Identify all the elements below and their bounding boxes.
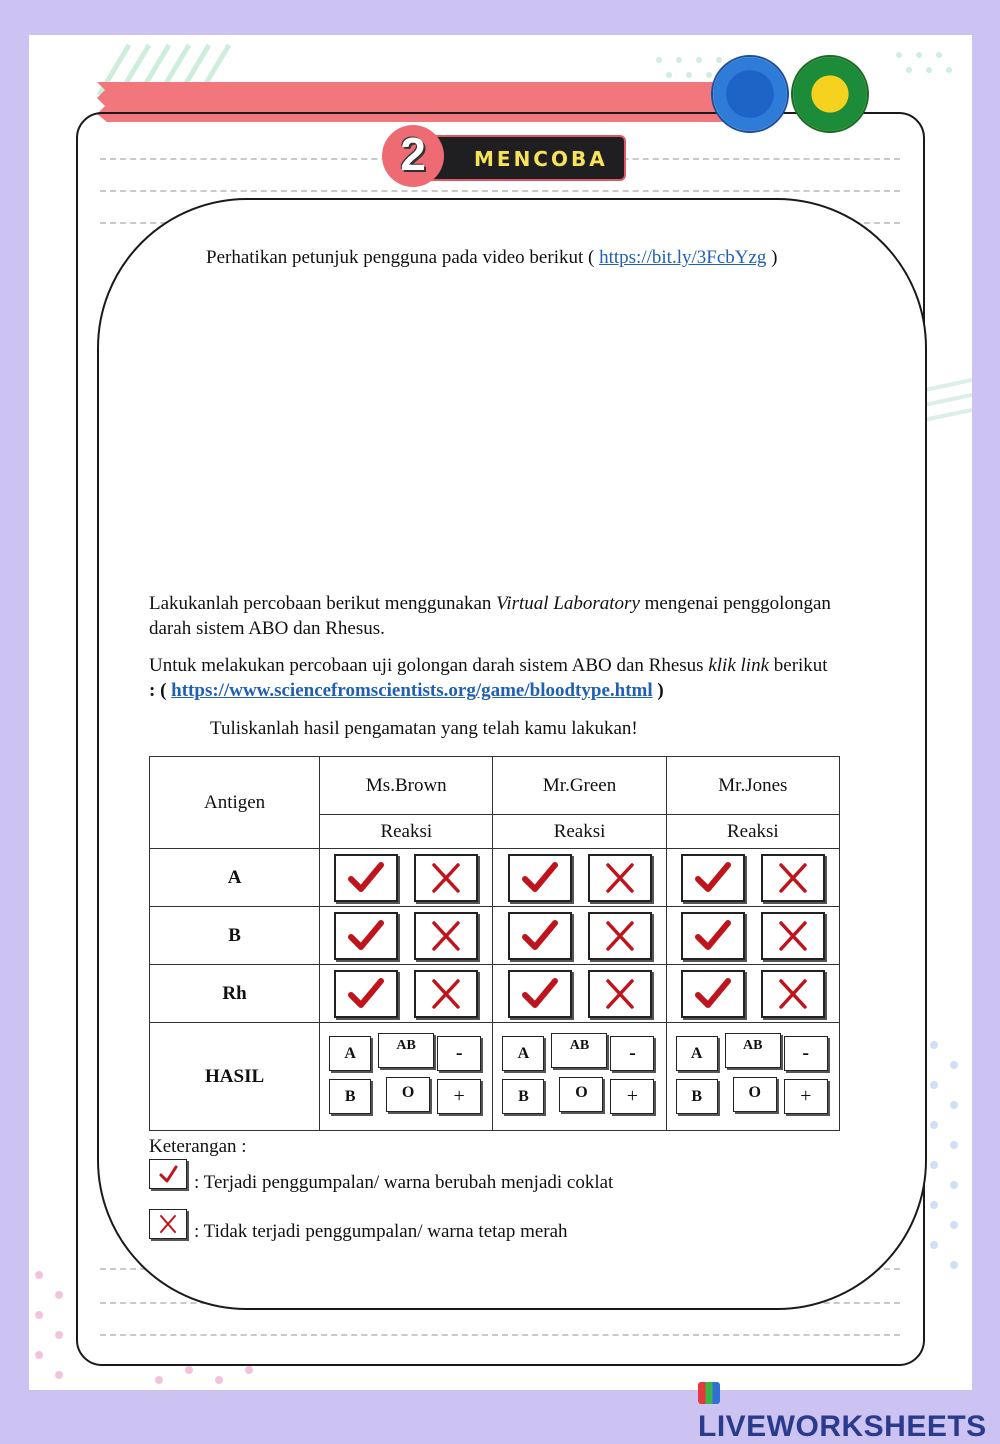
- reaction-cell: [493, 965, 666, 1023]
- liveworksheets-icon: [698, 1382, 720, 1404]
- cross-option[interactable]: [414, 854, 478, 902]
- cross-option[interactable]: [761, 912, 825, 960]
- blood-type-option-o[interactable]: O: [559, 1077, 603, 1112]
- cross-icon: [428, 978, 464, 1010]
- rhesus-option-positive[interactable]: +: [784, 1079, 828, 1114]
- check-option[interactable]: [681, 854, 745, 902]
- reaction-header: Reaksi: [493, 815, 666, 849]
- check-icon: [522, 920, 558, 952]
- table-row: [150, 965, 840, 1023]
- cross-icon: [775, 862, 811, 894]
- video-link[interactable]: https://bit.ly/3FcbYzg: [599, 247, 767, 268]
- p2-italic: klik link: [708, 655, 770, 676]
- check-icon: [695, 862, 731, 894]
- check-icon: [695, 920, 731, 952]
- check-icon: [348, 862, 384, 894]
- p1-text-end: mengenai penggolongan: [639, 593, 831, 614]
- rhesus-option-positive[interactable]: +: [610, 1079, 654, 1114]
- video-embed-area[interactable]: [150, 285, 870, 575]
- cross-option[interactable]: [761, 854, 825, 902]
- paragraph-link: [149, 653, 828, 703]
- cross-option[interactable]: [414, 912, 478, 960]
- cross-option[interactable]: [414, 970, 478, 1018]
- check-option[interactable]: [334, 970, 398, 1018]
- cross-option[interactable]: [588, 970, 652, 1018]
- step-number: 2: [400, 128, 426, 180]
- step-badge: [382, 125, 626, 187]
- divider: [100, 1334, 900, 1336]
- check-option[interactable]: [508, 912, 572, 960]
- result-cell: [493, 1023, 666, 1131]
- person-header: Ms.Brown: [320, 757, 493, 815]
- legend-cross-box: [149, 1209, 187, 1239]
- video-instruction-text: Perhatikan petunjuk pengguna pada video berikut (: [206, 247, 595, 268]
- blood-type-option-a[interactable]: A: [502, 1036, 544, 1071]
- video-instruction-close: ): [771, 247, 778, 268]
- legend-check-text: : Terjadi penggumpalan/ warna berubah menjadi coklat: [194, 1172, 614, 1193]
- cross-option[interactable]: [588, 912, 652, 960]
- table-row: [150, 849, 840, 907]
- blood-type-option-ab[interactable]: AB: [551, 1033, 607, 1068]
- blood-type-option-a[interactable]: A: [329, 1036, 371, 1071]
- reaction-header: Reaksi: [320, 815, 493, 849]
- p1-italic: Virtual Laboratory: [496, 593, 640, 614]
- antigen-label: A: [150, 849, 320, 907]
- rhesus-option-positive[interactable]: +: [437, 1079, 481, 1114]
- p2-text-end: berikut: [769, 655, 828, 676]
- video-instruction: [206, 245, 777, 270]
- reaction-cell: [493, 907, 666, 965]
- university-logo-icon: [791, 55, 869, 133]
- bloodtype-game-link[interactable]: https://www.sciencefromscientists.org/game/bloodtype.html: [171, 680, 653, 701]
- reaction-cell: [320, 965, 493, 1023]
- result-cell: [666, 1023, 839, 1131]
- person-header: Mr.Green: [493, 757, 666, 815]
- reaction-cell: [666, 849, 839, 907]
- check-icon: [348, 978, 384, 1010]
- check-option[interactable]: [508, 970, 572, 1018]
- person-header: Mr.Jones: [666, 757, 839, 815]
- blood-type-option-a[interactable]: A: [676, 1036, 718, 1071]
- blood-type-option-ab[interactable]: AB: [378, 1033, 434, 1068]
- reaction-cell: [320, 907, 493, 965]
- check-option[interactable]: [334, 854, 398, 902]
- check-option[interactable]: [681, 970, 745, 1018]
- blood-type-option-b[interactable]: B: [676, 1079, 718, 1114]
- reaction-cell: [666, 907, 839, 965]
- results-table: [149, 756, 840, 1131]
- table-row: [150, 907, 840, 965]
- blood-type-option-o[interactable]: O: [386, 1077, 430, 1112]
- reaction-cell: [493, 849, 666, 907]
- check-icon: [695, 978, 731, 1010]
- check-icon: [522, 862, 558, 894]
- cross-icon: [428, 920, 464, 952]
- result-row: [150, 1023, 840, 1131]
- step-label: MENCOBA: [474, 147, 608, 171]
- check-option[interactable]: [681, 912, 745, 960]
- cross-icon: [775, 978, 811, 1010]
- cross-icon: [602, 978, 638, 1010]
- reaction-header: Reaksi: [666, 815, 839, 849]
- check-icon: [348, 920, 384, 952]
- p1-text: Lakukanlah percobaan berikut menggunakan: [149, 593, 497, 614]
- blood-type-option-b[interactable]: B: [329, 1079, 371, 1114]
- result-label: HASIL: [150, 1023, 320, 1131]
- p2-open: : (: [149, 680, 167, 701]
- result-cell: [320, 1023, 493, 1131]
- reaction-cell: [666, 965, 839, 1023]
- cross-icon: [602, 920, 638, 952]
- task-instruction: Tuliskanlah hasil pengamatan yang telah kamu lakukan!: [210, 718, 638, 739]
- p1-line2: darah sistem ABO dan Rhesus.: [149, 618, 385, 639]
- reaction-cell: [320, 849, 493, 907]
- legend-title: Keterangan :: [149, 1136, 247, 1157]
- rhesus-option-negative[interactable]: -: [437, 1036, 481, 1071]
- cross-option[interactable]: [761, 970, 825, 1018]
- check-icon: [522, 978, 558, 1010]
- check-option[interactable]: [334, 912, 398, 960]
- p2-text: Untuk melakukan percobaan uji golongan darah sistem ABO dan Rhesus: [149, 655, 709, 676]
- cross-option[interactable]: [588, 854, 652, 902]
- p2-close: ): [657, 680, 664, 701]
- cross-icon: [428, 862, 464, 894]
- legend-cross-text: : Tidak terjadi penggumpalan/ warna tetap merah: [194, 1221, 568, 1242]
- liveworksheets-logo: [698, 1376, 1000, 1444]
- check-icon: [150, 1160, 186, 1188]
- rhesus-option-negative[interactable]: -: [610, 1036, 654, 1071]
- cross-icon: [150, 1210, 186, 1238]
- divider: [100, 190, 900, 192]
- antigen-label: Rh: [150, 965, 320, 1023]
- check-option[interactable]: [508, 854, 572, 902]
- blood-type-option-ab[interactable]: AB: [725, 1033, 781, 1068]
- antigen-label: B: [150, 907, 320, 965]
- cross-icon: [775, 920, 811, 952]
- blood-type-option-b[interactable]: B: [502, 1079, 544, 1114]
- paragraph-virtual-lab: [149, 591, 831, 641]
- cross-icon: [602, 862, 638, 894]
- antigen-header: Antigen: [150, 757, 320, 849]
- liveworksheets-brand: LIVEWORKSHEETS: [698, 1410, 987, 1443]
- kemdikbud-logo-icon: [711, 55, 789, 133]
- legend-check-box: [149, 1159, 187, 1189]
- rhesus-option-negative[interactable]: -: [784, 1036, 828, 1071]
- blood-type-option-o[interactable]: O: [733, 1077, 777, 1112]
